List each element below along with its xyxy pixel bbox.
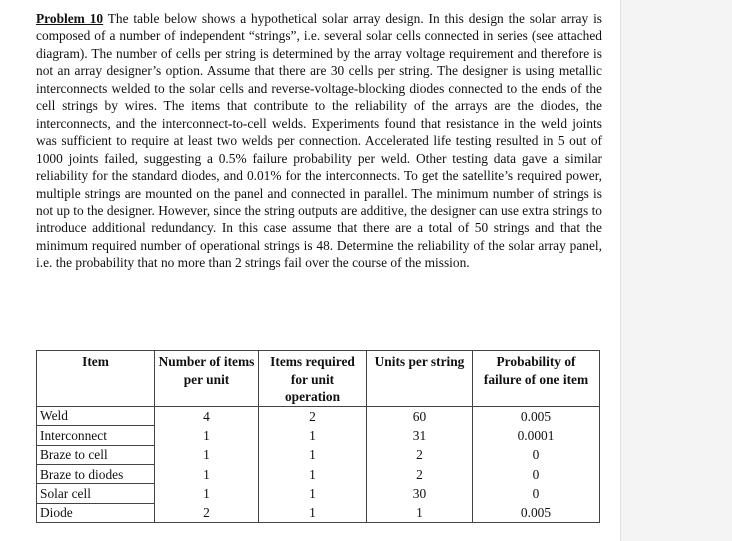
cell-required: 2 xyxy=(259,406,367,425)
cell-probability: 0.005 xyxy=(473,503,600,522)
table-row xyxy=(37,503,600,522)
table-row xyxy=(37,426,600,445)
problem-text: The table below shows a hypothetical solar array design. In this design the solar array is composed of a number of independent “strings”, i.e. several solar cells connected in series (see attached diagram). The number of cells per string is determined by the array voltage requirement and therefore is not an array designer’s option. Assume that there are 30 cells per string. The designer is using metallic interconnects welded to the solar cells and reverse-voltage-blocking diodes connected to the ends of the cell strings by wires. The items that contribute to the reliability of the arrays are the diodes, the interconnects, and the interconnect-to-cell welds. Experiments found that resistance in the weld joints was sufficient to require at least two welds per connection. Accelerated life testing resulted in 5 out of 1000 joints failed, suggesting a 0.5% failure probability per weld. Other testing data gave a similar reliability for the standard diodes, and 0.01% for the interconnects. To get the satellite’s required power, multiple strings are mounted on the panel and connected in parallel. The minimum number of strings is not up to the designer. However, since the string outputs are additive, the designer can use extra strings to introduce additional redundancy. In this case assume that there are a total of 50 strings and that the minimum required number of operational strings is 48. Determine the reliability of the solar array panel, i.e. the probability that no more than 2 strings fail over the course of the mission. xyxy=(36,11,602,271)
cell-number: 1 xyxy=(155,464,259,483)
header-number-per-unit: Number of items per unit xyxy=(155,351,259,407)
reliability-table xyxy=(36,350,600,523)
cell-probability: 0.0001 xyxy=(473,426,600,445)
cell-number: 1 xyxy=(155,445,259,464)
cell-number: 1 xyxy=(155,426,259,445)
cell-item: Diode xyxy=(37,503,155,522)
cell-units: 1 xyxy=(367,503,473,522)
table-row xyxy=(37,445,600,464)
problem-label: Problem 10 xyxy=(36,11,104,26)
header-item: Item xyxy=(37,351,155,407)
cell-number: 2 xyxy=(155,503,259,522)
header-failure-probability: Probability of failure of one item xyxy=(473,351,600,407)
table-header-row xyxy=(37,351,600,407)
cell-units: 30 xyxy=(367,484,473,503)
cell-probability: 0 xyxy=(473,445,600,464)
cell-probability: 0 xyxy=(473,464,600,483)
cell-units: 2 xyxy=(367,464,473,483)
header-units-per-string: Units per string xyxy=(367,351,473,407)
table-row xyxy=(37,406,600,425)
cell-item: Interconnect xyxy=(37,426,155,445)
cell-item: Braze to diodes xyxy=(37,464,155,483)
side-panel xyxy=(620,0,732,541)
cell-units: 31 xyxy=(367,426,473,445)
table-row xyxy=(37,464,600,483)
cell-item: Weld xyxy=(37,406,155,425)
header-items-required: Items required for unit operation xyxy=(259,351,367,407)
cell-probability: 0 xyxy=(473,484,600,503)
cell-required: 1 xyxy=(259,445,367,464)
cell-item: Braze to cell xyxy=(37,445,155,464)
cell-number: 4 xyxy=(155,406,259,425)
cell-item: Solar cell xyxy=(37,484,155,503)
table-row xyxy=(37,484,600,503)
cell-required: 1 xyxy=(259,503,367,522)
cell-units: 60 xyxy=(367,406,473,425)
cell-required: 1 xyxy=(259,484,367,503)
cell-required: 1 xyxy=(259,464,367,483)
problem-statement xyxy=(36,10,602,272)
cell-number: 1 xyxy=(155,484,259,503)
cell-required: 1 xyxy=(259,426,367,445)
cell-units: 2 xyxy=(367,445,473,464)
cell-probability: 0.005 xyxy=(473,406,600,425)
